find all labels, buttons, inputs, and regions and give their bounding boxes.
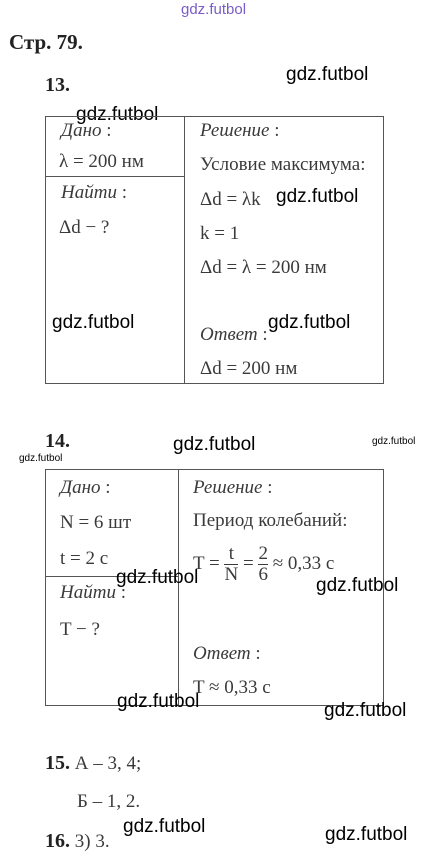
solution-label: Решение : (200, 120, 280, 141)
given-label: Дано : (60, 477, 111, 498)
watermark-small: gdz.futbol (19, 453, 63, 464)
find-value: Δd − ? (59, 217, 110, 238)
watermark-top: gdz.futbol (181, 1, 247, 18)
given-value: λ = 200 нм (59, 151, 144, 172)
watermark: gdz.futbol (276, 186, 359, 207)
problem-15: 15. А – 3, 4; (45, 752, 142, 774)
table-divider (184, 116, 185, 384)
watermark: gdz.futbol (116, 567, 199, 588)
fraction: $\frac{t}{N}$ (224, 543, 239, 585)
solution-formula: T = $\frac{t}{N}$ = $\frac{2}{6}$ ≈ 0,33 с (193, 543, 335, 585)
problem-16: 16. 3) 3. (45, 830, 110, 852)
watermark: gdz.futbol (325, 824, 408, 845)
table-divider (45, 176, 185, 177)
watermark: gdz.futbol (286, 64, 369, 85)
given-value: t = 2 с (60, 548, 109, 569)
find-value: T − ? (60, 619, 100, 640)
problem-15-line: Б – 1, 2. (77, 791, 141, 812)
solution-line: Δd = λ = 200 нм (200, 257, 327, 278)
watermark: gdz.futbol (316, 575, 399, 596)
solution-line: k = 1 (200, 223, 240, 244)
page-title: Стр. 79. (9, 30, 83, 54)
solution-line: Период колебаний: (193, 510, 348, 531)
given-value: N = 6 шт (60, 512, 132, 533)
watermark: gdz.futbol (123, 816, 206, 837)
solution-line: Δd = λk (200, 189, 261, 210)
problem-14-number: 14. (45, 430, 70, 452)
answer-label: Ответ : (193, 643, 261, 664)
answer-value: T ≈ 0,33 с (193, 677, 271, 698)
problem-13-number: 13. (45, 74, 70, 96)
fraction: $\frac{2}{6}$ (258, 543, 268, 585)
solution-label: Решение : (193, 477, 273, 498)
solution-line: Условие максимума: (200, 154, 366, 175)
watermark: gdz.futbol (117, 691, 200, 712)
given-label: Дано : (61, 120, 112, 141)
answer-value: Δd = 200 нм (200, 358, 298, 379)
watermark-small: gdz.futbol (372, 436, 416, 447)
watermark: gdz.futbol (173, 434, 256, 455)
watermark: gdz.futbol (52, 312, 135, 333)
watermark: gdz.futbol (76, 104, 159, 125)
find-label: Найти : (60, 582, 126, 603)
watermark: gdz.futbol (268, 312, 351, 333)
watermark: gdz.futbol (324, 700, 407, 721)
answer-label: Ответ : (200, 324, 268, 345)
find-label: Найти : (61, 182, 127, 203)
